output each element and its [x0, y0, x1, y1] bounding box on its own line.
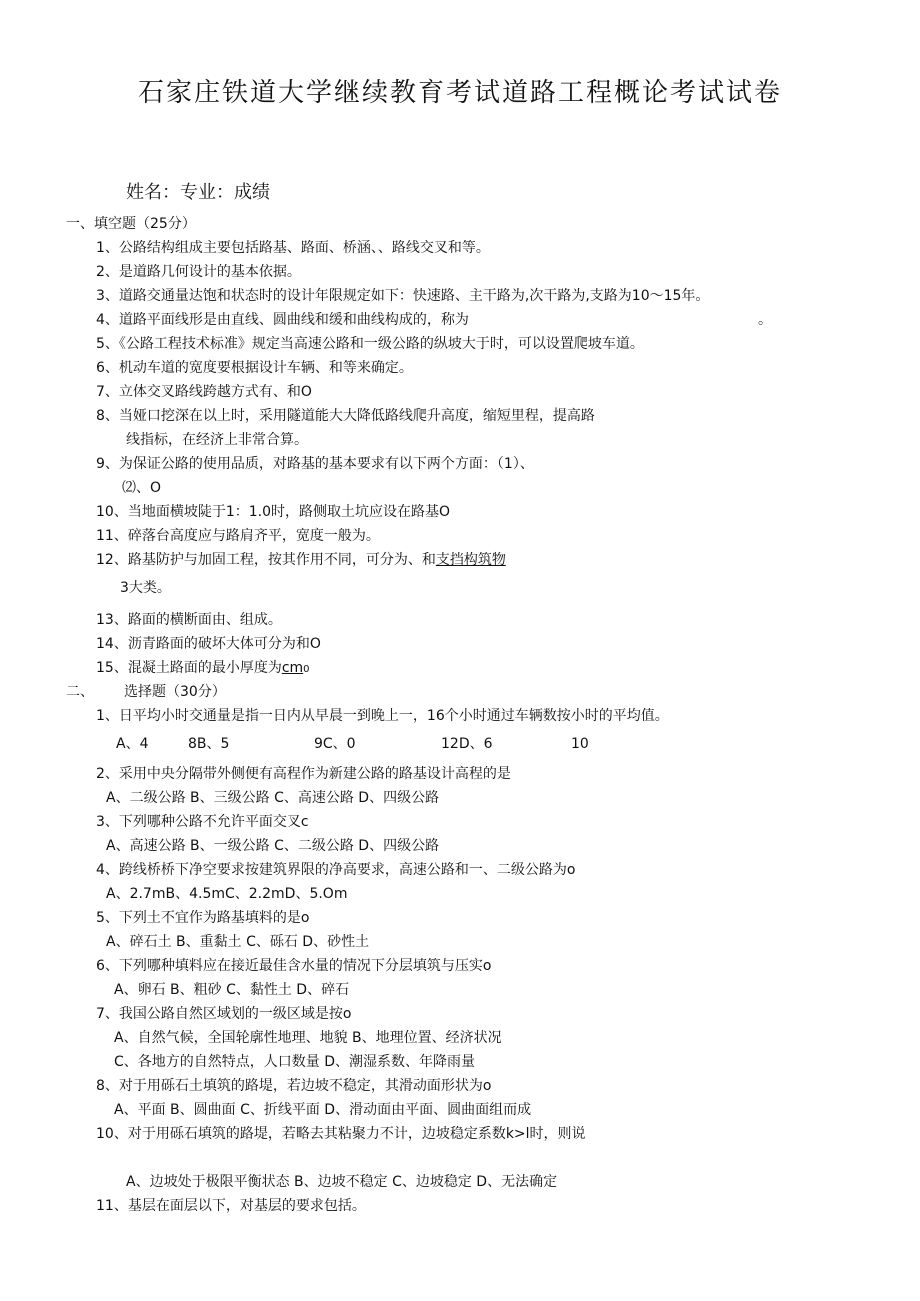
page-title: 石家庄铁道大学继续教育考试道路工程概论考试试卷: [137, 78, 782, 108]
fill-question-12-underlined: 支挡构筑物: [435, 552, 506, 568]
choice-question-3: 3、下列哪种公路不允许平面交叉c: [96, 814, 309, 830]
fill-question-4: 4、道路平面线形是由直线、圆曲线和缓和曲线构成的，称为: [96, 312, 469, 328]
fill-question-2: 2、是道路几何设计的基本依据。: [96, 264, 301, 280]
choice-question-10-options: A、边坡处于极限平衡状态 B、边坡不稳定 C、边坡稳定 D、无法确定: [126, 1174, 558, 1190]
choice-question-2: 2、采用中央分隔带外侧便有高程作为新建公路的路基设计高程的是: [96, 766, 511, 782]
fill-question-1: 1、公路结构组成主要包括路基、路面、桥涵、、路线交叉和等。: [96, 240, 490, 256]
fill-question-12-line2: 3大类。: [120, 580, 171, 596]
section1-heading: 一、填空题（25分）: [66, 216, 196, 232]
fill-question-8-line2: 线指标，在经济上非常合算。: [126, 432, 308, 448]
fill-question-11: 11、碎落台高度应与路肩齐平，宽度一般为。: [96, 528, 380, 544]
fill-question-12-text: 12、路基防护与加固工程，按其作用不同，可分为、和: [96, 552, 436, 568]
fill-question-12-line1: [96, 550, 506, 570]
fill-question-5: 5、《公路工程技术标准》规定当高速公路和一级公路的纵坡大于时，可以设置爬坡车道。: [96, 336, 644, 352]
fill-question-15-subscript: 0: [303, 664, 310, 675]
section2-heading: 选择题（30分）: [124, 684, 226, 700]
choice-question-7-options-line1: A、自然气候，全国轮廓性地理、地貌 B、地理位置、经济状况: [114, 1030, 502, 1046]
fill-question-9-line1: 9、为保证公路的使用品质，对路基的基本要求有以下两个方面：（1）、: [96, 456, 534, 472]
choice-question-8-options: A、平面 B、圆曲面 C、折线平面 D、滑动面由平面、圆曲面组而成: [114, 1102, 532, 1118]
choice-question-7: 7、我国公路自然区域划的一级区域是按o: [96, 1006, 352, 1022]
choice-question-11: 11、基层在面层以下，对基层的要求包括。: [96, 1198, 366, 1214]
choice-question-1-option-e: 10: [571, 736, 589, 752]
choice-question-1-option-c: 9C、0: [314, 736, 356, 752]
fill-question-15-text: 15、混凝土路面的最小厚度为: [96, 660, 282, 676]
fill-question-6: 6、机动车道的宽度要根据设计车辆、和等来确定。: [96, 360, 413, 376]
choice-question-7-options-line2: C、各地方的自然特点，人口数量 D、潮湿系数、年降雨量: [114, 1054, 476, 1070]
choice-question-1-option-b: 8B、5: [188, 736, 230, 752]
choice-question-1-option-a: A、4: [116, 736, 149, 752]
choice-question-8: 8、对于用砾石土填筑的路堤，若边坡不稳定，其滑动面形状为o: [96, 1078, 492, 1094]
choice-question-4-options: A、2.7mB、4.5mC、2.2mD、5.Om: [106, 886, 348, 902]
choice-question-2-options: A、二级公路 B、三级公路 C、高速公路 D、四级公路: [106, 790, 440, 806]
fill-question-7: 7、立体交叉路线跨越方式有、和O: [96, 384, 312, 400]
choice-question-10: 10、对于用砾石填筑的路堤，若略去其粘聚力不计，边坡稳定系数k>l时，则说: [96, 1126, 586, 1142]
choice-question-5: 5、下列土不宜作为路基填料的是o: [96, 910, 310, 926]
fill-question-15-unit: cm: [281, 660, 304, 676]
fill-question-13: 13、路面的横断面由、组成。: [96, 612, 282, 628]
choice-question-6: 6、下列哪种填料应在接近最佳含水量的情况下分层填筑与压实o: [96, 958, 492, 974]
choice-question-1-option-d: 12D、6: [441, 736, 493, 752]
choice-question-5-options: A、碎石土 B、重黏土 C、砾石 D、砂性土: [106, 934, 370, 950]
fill-question-4-end: 。: [758, 312, 772, 328]
fill-question-3: 3、道路交通量达饱和状态时的设计年限规定如下：快速路、主干路为,次干路为,支路为10～15年。: [96, 288, 710, 304]
choice-question-4: 4、跨线桥桥下净空要求按建筑界限的净高要求，高速公路和一、二级公路为o: [96, 862, 576, 878]
fill-question-9-line2: ⑵、O: [122, 480, 162, 496]
fill-question-15: [96, 658, 310, 680]
choice-question-6-options: A、卵石 B、粗砂 C、黏性土 D、碎石: [114, 982, 350, 998]
fill-question-8-line1: 8、当娅口挖深在以上时，采用隧道能大大降低路线爬升高度，缩短里程，提高路: [96, 408, 595, 424]
student-info-line: 姓名：专业：成绩: [126, 182, 270, 203]
choice-question-3-options: A、高速公路 B、一级公路 C、二级公路 D、四级公路: [106, 838, 440, 854]
fill-question-10: 10、当地面横坡陡于1：1.0时，路侧取土坑应设在路基O: [96, 504, 451, 520]
choice-question-1: 1、日平均小时交通量是指一日内从早晨一到晚上一，16个小时通过车辆数按小时的平均值。: [96, 708, 669, 724]
section2-heading-number: 二、: [66, 684, 94, 700]
fill-question-14: 14、沥青路面的破坏大体可分为和O: [96, 636, 321, 652]
